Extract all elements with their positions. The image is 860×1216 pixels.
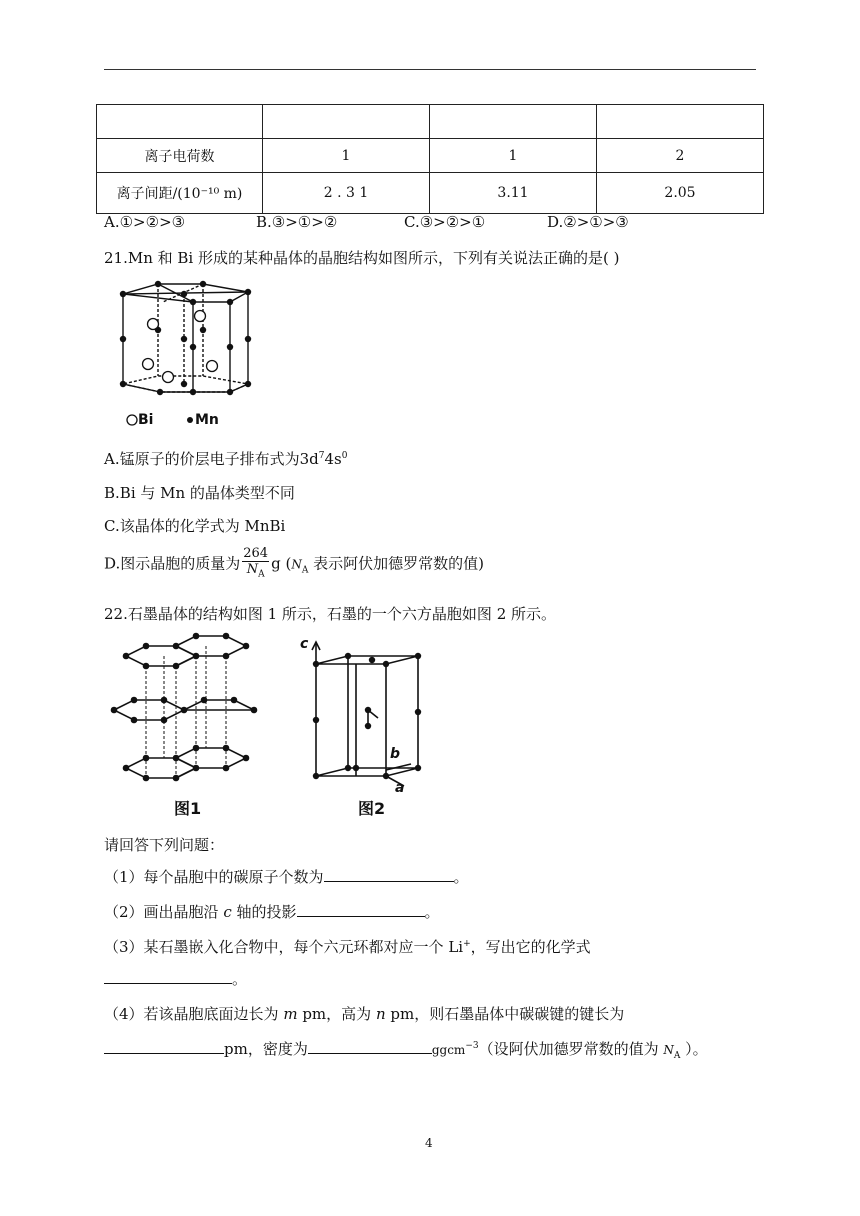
mnbi-cell-figure [108, 280, 258, 430]
ion-table [96, 104, 764, 214]
answer-prompt: 请回答下列问题： [104, 836, 225, 854]
figure-2-label: 图2 [358, 799, 386, 818]
graphite-layers-figure [106, 630, 266, 790]
option-d: D.②>①>③ [547, 213, 629, 231]
table-cell: 离子间距/(10⁻¹⁰ m) [97, 173, 263, 214]
table-cell: 离子电荷数 [97, 139, 263, 173]
legend-bi: Bi [138, 412, 154, 428]
table-cell: 1 [430, 139, 597, 173]
answer-blank[interactable] [104, 1039, 224, 1054]
answer-blank[interactable] [104, 969, 232, 984]
q22-part-3: （3）某石墨嵌入化合物中，每个六元环都对应一个 Li+，写出它的化学式 [104, 938, 591, 956]
question-22-stem: 22.石墨晶体的结构如图 1 所示，石墨的一个六方晶胞如图 2 所示。 [104, 605, 557, 623]
figure-1-label: 图1 [174, 799, 202, 818]
q22-part-4: （4）若该晶胞底面边长为 m pm，高为 n pm，则石墨晶体中碳碳键的键长为 [104, 1005, 625, 1023]
axis-c-label: c [300, 636, 309, 652]
q21-option-b: B.Bi 与 Mn 的晶体类型不同 [104, 484, 295, 502]
axis-a-label: a [395, 780, 405, 796]
q22-part-4-answers: pm，密度为 ggcm$^{-3}$（设阿伏加德罗常数的值为 $N_A$ ）。 [104, 1038, 708, 1061]
graphite-unit-cell-figure [296, 634, 436, 796]
header-rule [104, 69, 756, 70]
table-cell: 3.11 [430, 173, 597, 214]
q22-part-2: （2）画出晶胞沿 c 轴的投影 。 [104, 903, 440, 921]
q21-option-d: D.图示晶胞的质量为 $\frac{264}{N_A}$ g ($N_A$ 表示阿伏加德罗常数的值) [104, 546, 484, 583]
table-row [97, 139, 764, 173]
axis-b-label: b [390, 746, 401, 762]
option-b: B.③>①>② [256, 213, 338, 231]
table-cell [430, 105, 597, 139]
table-cell: 2 [597, 139, 764, 173]
q21-option-a: A.锰原子的价层电子排布式为$3d^74s^0$ [104, 450, 348, 468]
table-cell [97, 105, 263, 139]
q21-option-c: C.该晶体的化学式为 MnBi [104, 517, 286, 535]
table-cell: 2 . 3 1 [263, 173, 430, 214]
table-cell [263, 105, 430, 139]
option-c: C.③>②>① [404, 213, 486, 231]
q22-part-1: （1）每个晶胞中的碳原子个数为 。 [104, 868, 469, 886]
answer-blank[interactable] [308, 1039, 432, 1054]
table-cell [597, 105, 764, 139]
answer-blank[interactable] [324, 867, 454, 882]
page-number: 4 [425, 1136, 433, 1150]
table-cell: 2.05 [597, 173, 764, 214]
table-row [97, 173, 764, 214]
mass-fraction: $\frac{264}{N_A}$ [243, 546, 269, 580]
q22-part-3-answer: 。 [104, 968, 247, 989]
question-21-stem: 21.Mn 和 Bi 形成的某种晶体的晶胞结构如图所示，下列有关说法正确的是( ) [104, 249, 620, 267]
legend-mn: Mn [195, 412, 219, 428]
option-a: A.①>②>③ [104, 213, 186, 231]
table-row [97, 105, 764, 139]
table-cell: 1 [263, 139, 430, 173]
answer-blank[interactable] [297, 902, 425, 917]
